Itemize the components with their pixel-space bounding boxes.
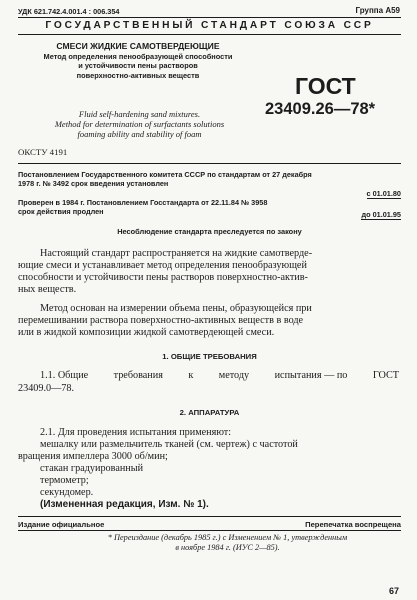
section-1-line2: 23409.0—78. <box>18 383 75 394</box>
decree-line3: Проверен в 1984 г. Постановлением Госстандарта от 22.11.84 № 3958 <box>18 198 268 207</box>
s1-word-2: требования <box>113 370 163 381</box>
footnote-line1: * Переиздание (декабрь 1985 г.) с Изменением № 1, утвержденным <box>107 533 348 542</box>
title-russian <box>22 40 254 80</box>
s1-word-1: 1.1. Общие <box>40 370 89 381</box>
decree-date-until: до 01.01.95 <box>361 210 401 219</box>
title-en-line1: Fluid self-hardening sand mixtures. <box>78 109 201 119</box>
title-ru-line3: и устойчивости пены растворов <box>78 61 198 71</box>
s1-word-3: к <box>188 370 194 381</box>
gost-label: ГОСТ <box>295 73 356 99</box>
reissue-footnote <box>60 533 395 552</box>
decree-line4: срок действия продлен <box>18 206 104 216</box>
section-2-line1: 2.1. Для проведения испытания применяют: <box>40 427 232 438</box>
reprint-prohibited: Перепечатка воспрещена <box>305 520 401 529</box>
decree-date-from: с 01.01.80 <box>366 189 401 198</box>
intro-p2-line3: или в жидкой композиции жидкой самотвердеющей смеси. <box>18 326 275 338</box>
state-standard-banner: ГОСУДАРСТВЕННЫЙ СТАНДАРТ СОЮЗА ССР <box>45 20 374 31</box>
intro-paragraph-2 <box>18 303 401 339</box>
decree-revision <box>18 199 401 216</box>
intro-p1-line2: ющие смеси и устанавливает метод определения пенообразующей <box>18 259 307 271</box>
title-ru-line2: Метод определения пенообразующей способности <box>43 52 233 61</box>
banner-rule <box>18 34 401 35</box>
decree-line1: Постановлением Государственного комитета СССР по стандартам от 27 декабря <box>18 170 312 179</box>
section-1-heading: 1. ОБЩИЕ ТРЕБОВАНИЯ <box>162 352 257 361</box>
top-rule <box>18 17 401 18</box>
footer-rule-2 <box>18 530 401 531</box>
udk-code: УДК 621.742.4.001.4 : 006.354 <box>18 7 120 16</box>
title-en-line3: foaming ability and stability of foam <box>77 128 202 139</box>
section-1-line1 <box>40 370 399 381</box>
footnote-line2: в ноябре 1984 г. (ИУС 2—85). <box>175 542 280 552</box>
title-ru-line4: поверхностно-активных веществ <box>76 70 200 80</box>
intro-paragraph-1 <box>18 248 401 296</box>
intro-p1-line4: ных веществ. <box>18 283 77 295</box>
group-code: Группа А59 <box>355 6 400 15</box>
s1-word-6: ГОСТ <box>372 370 399 381</box>
decree-block <box>18 171 401 188</box>
title-english <box>22 110 257 139</box>
intro-p1-line1: Настоящий стандарт распространяется на жидкие самотверде- <box>40 248 313 259</box>
decree-line2: 1978 г. № 3492 срок введения установлен <box>18 178 169 188</box>
page-number: 67 <box>388 586 399 596</box>
intro-p1-line3: способности и устойчивости пены растворов поверхностно-актив- <box>18 271 308 283</box>
okstu-rule <box>18 163 401 164</box>
section-2-line5: термометр; <box>40 475 89 486</box>
gost-number: 23409.26—78* <box>265 100 376 118</box>
intro-p2-line1: Метод основан на измерении объема пены, образующейся при <box>40 303 312 314</box>
title-ru-line1: СМЕСИ ЖИДКИЕ САМОТВЕРДЕЮЩИЕ <box>56 41 220 51</box>
okstu-code: ОКСТУ 4191 <box>18 147 68 157</box>
legal-notice: Несоблюдение стандарта преследуется по закону <box>117 227 302 236</box>
section-2-amendment: (Измененная редакция, Изм. № 1). <box>40 499 209 510</box>
s1-word-4: методу <box>218 370 250 381</box>
official-edition: Издание официальное <box>18 520 105 529</box>
section-2-line6: секундомер. <box>40 487 94 498</box>
s1-word-5: испытания — по <box>274 370 348 381</box>
footer-rule <box>18 516 401 517</box>
section-2-line4: стакан градуированный <box>40 463 144 474</box>
title-en-line2: Method for determination of surfactants solutions <box>54 118 225 129</box>
section-2-line3: вращения импеллера 3000 об/мин; <box>18 451 168 462</box>
section-2-heading: 2. АППАРАТУРА <box>179 408 240 417</box>
intro-p2-line2: перемешивании раствора поверхностно-активных веществ в воде <box>18 314 304 326</box>
section-2-line2: мешалку или размельчитель тканей (см. чертеж) с частотой <box>40 439 298 450</box>
